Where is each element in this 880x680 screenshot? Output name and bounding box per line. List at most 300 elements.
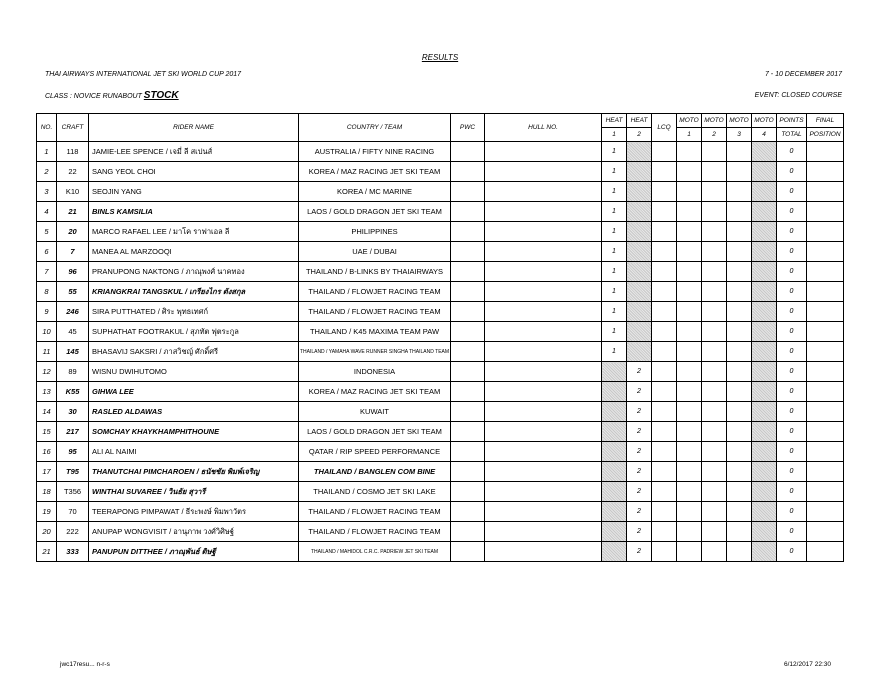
table-row: [37, 482, 844, 502]
table-row: [37, 402, 844, 422]
cell-heat-2: [627, 242, 652, 262]
cell-moto-1: [677, 302, 702, 322]
cell-points: 0: [777, 142, 807, 162]
table-row: [37, 382, 844, 402]
cell-heat-1: 1: [602, 262, 627, 282]
cell-heat-1: 1: [602, 142, 627, 162]
cell-country: LAOS / GOLD DRAGON JET SKI TEAM: [299, 422, 451, 442]
cell-moto-3: [727, 462, 752, 482]
cell-hull: [485, 182, 602, 202]
cell-pwc: [451, 542, 485, 562]
cell-final: [807, 302, 844, 322]
cell-pwc: [451, 362, 485, 382]
cell-craft: 217: [57, 422, 89, 442]
cell-country: THAILAND / MAHIDOL C.R.C. PADRIEW JET SKI TEAM: [299, 542, 451, 562]
cell-points: 0: [777, 182, 807, 202]
col-points-total: TOTAL: [777, 128, 807, 142]
cell-no: 19: [37, 502, 57, 522]
cell-hull: [485, 362, 602, 382]
cell-heat-2: 2: [627, 402, 652, 422]
cell-final: [807, 442, 844, 462]
cell-moto-4: [752, 462, 777, 482]
col-heat-2-num: 2: [627, 128, 652, 142]
cell-moto-4: [752, 162, 777, 182]
cell-moto-4: [752, 182, 777, 202]
cell-moto-3: [727, 422, 752, 442]
cell-moto-4: [752, 522, 777, 542]
cell-moto-3: [727, 162, 752, 182]
cell-moto-3: [727, 262, 752, 282]
cell-rider: MARCO RAFAEL LEE / มาโค ราฟาเอล ลี: [89, 222, 299, 242]
col-points: POINTS: [777, 114, 807, 128]
cell-moto-2: [702, 282, 727, 302]
cell-pwc: [451, 502, 485, 522]
cell-country: THAILAND / YAMAHA WAVE RUNNER SINGHA THAILAND TEAM: [299, 342, 451, 362]
table-row: [37, 422, 844, 442]
cell-moto-1: [677, 322, 702, 342]
cell-country: THAILAND / FLOWJET RACING TEAM: [299, 502, 451, 522]
cell-points: 0: [777, 542, 807, 562]
cell-country: UAE / DUBAI: [299, 242, 451, 262]
cell-heat-2: [627, 302, 652, 322]
cell-pwc: [451, 482, 485, 502]
cell-moto-4: [752, 242, 777, 262]
cell-points: 0: [777, 382, 807, 402]
table-row: [37, 322, 844, 342]
cell-lcq: [652, 442, 677, 462]
cell-pwc: [451, 182, 485, 202]
cell-points: 0: [777, 462, 807, 482]
cell-moto-3: [727, 362, 752, 382]
cell-hull: [485, 462, 602, 482]
col-country: COUNTRY / TEAM: [299, 114, 451, 142]
cell-lcq: [652, 282, 677, 302]
cell-points: 0: [777, 522, 807, 542]
cell-pwc: [451, 222, 485, 242]
cell-heat-1: [602, 522, 627, 542]
cell-hull: [485, 482, 602, 502]
cell-moto-1: [677, 182, 702, 202]
cell-heat-1: [602, 462, 627, 482]
cell-hull: [485, 262, 602, 282]
cell-points: 0: [777, 362, 807, 382]
cell-pwc: [451, 462, 485, 482]
cell-pwc: [451, 402, 485, 422]
cell-craft: 45: [57, 322, 89, 342]
cell-points: 0: [777, 302, 807, 322]
cell-moto-3: [727, 502, 752, 522]
col-rider: RIDER NAME: [89, 114, 299, 142]
table-row: [37, 242, 844, 262]
cell-moto-1: [677, 162, 702, 182]
cell-heat-1: 1: [602, 182, 627, 202]
cell-moto-2: [702, 542, 727, 562]
cell-final: [807, 462, 844, 482]
cell-heat-1: 1: [602, 242, 627, 262]
cell-moto-3: [727, 202, 752, 222]
cell-final: [807, 262, 844, 282]
cell-country: PHILIPPINES: [299, 222, 451, 242]
class-label: [45, 90, 179, 101]
cell-heat-2: 2: [627, 482, 652, 502]
cell-craft: 95: [57, 442, 89, 462]
cell-final: [807, 182, 844, 202]
cell-pwc: [451, 322, 485, 342]
cell-moto-2: [702, 342, 727, 362]
cell-heat-1: [602, 442, 627, 462]
col-moto-1: MOTO: [677, 114, 702, 128]
cell-final: [807, 282, 844, 302]
cell-final: [807, 202, 844, 222]
cell-lcq: [652, 402, 677, 422]
cell-hull: [485, 242, 602, 262]
cell-moto-2: [702, 482, 727, 502]
cell-lcq: [652, 542, 677, 562]
cell-heat-1: 1: [602, 342, 627, 362]
col-heat-1: HEAT: [602, 114, 627, 128]
cell-country: THAILAND / FLOWJET RACING TEAM: [299, 522, 451, 542]
cell-final: [807, 142, 844, 162]
cell-lcq: [652, 522, 677, 542]
cell-craft: 145: [57, 342, 89, 362]
cell-points: 0: [777, 502, 807, 522]
cell-no: 14: [37, 402, 57, 422]
cell-points: 0: [777, 322, 807, 342]
cell-no: 17: [37, 462, 57, 482]
cell-moto-3: [727, 442, 752, 462]
cell-moto-1: [677, 202, 702, 222]
cell-hull: [485, 522, 602, 542]
cell-no: 21: [37, 542, 57, 562]
cell-points: 0: [777, 162, 807, 182]
col-moto-3: MOTO: [727, 114, 752, 128]
cell-moto-4: [752, 202, 777, 222]
cell-moto-4: [752, 362, 777, 382]
table-row: [37, 522, 844, 542]
cell-hull: [485, 162, 602, 182]
col-pwc: PWC: [451, 114, 485, 142]
cell-moto-4: [752, 482, 777, 502]
cell-moto-2: [702, 522, 727, 542]
cell-moto-1: [677, 522, 702, 542]
cell-hull: [485, 302, 602, 322]
cell-final: [807, 522, 844, 542]
table-row: [37, 362, 844, 382]
cell-final: [807, 382, 844, 402]
class-name: STOCK: [143, 90, 179, 101]
cell-rider: JAMIE-LEE SPENCE / เจมี่ ลี สเปนส์: [89, 142, 299, 162]
cell-no: 9: [37, 302, 57, 322]
cell-heat-2: 2: [627, 502, 652, 522]
cell-moto-2: [702, 462, 727, 482]
cell-lcq: [652, 182, 677, 202]
cell-final: [807, 242, 844, 262]
cell-country: THAILAND / BANGLEN COM BINE: [299, 462, 451, 482]
results-body: [37, 142, 844, 562]
cell-lcq: [652, 382, 677, 402]
cell-points: 0: [777, 202, 807, 222]
cell-pwc: [451, 342, 485, 362]
cell-rider: RASLED ALDAWAS: [89, 402, 299, 422]
cell-hull: [485, 542, 602, 562]
cell-no: 12: [37, 362, 57, 382]
col-final: FINAL: [807, 114, 844, 128]
cell-heat-2: [627, 202, 652, 222]
cell-country: THAILAND / K45 MAXIMA TEAM PAW: [299, 322, 451, 342]
col-moto-1-num: 1: [677, 128, 702, 142]
page-title: RESULTS: [421, 53, 459, 62]
cell-moto-3: [727, 142, 752, 162]
col-lcq: LCQ: [652, 114, 677, 142]
cell-moto-1: [677, 222, 702, 242]
cell-final: [807, 402, 844, 422]
cell-rider: THANUTCHAI PIMCHAROEN / ธนัชชัย พิมพ์เจริญ: [89, 462, 299, 482]
cell-moto-1: [677, 462, 702, 482]
col-craft: CRAFT: [57, 114, 89, 142]
cell-no: 3: [37, 182, 57, 202]
cell-lcq: [652, 422, 677, 442]
col-moto-2: MOTO: [702, 114, 727, 128]
cell-moto-3: [727, 522, 752, 542]
event-type: EVENT: CLOSED COURSE: [754, 92, 842, 99]
cell-points: 0: [777, 482, 807, 502]
cell-craft: 22: [57, 162, 89, 182]
cell-craft: 222: [57, 522, 89, 542]
cell-no: 7: [37, 262, 57, 282]
cell-heat-1: 1: [602, 302, 627, 322]
cell-moto-3: [727, 182, 752, 202]
cell-rider: GIHWA LEE: [89, 382, 299, 402]
cell-heat-1: 1: [602, 202, 627, 222]
cell-moto-1: [677, 542, 702, 562]
cell-heat-2: [627, 162, 652, 182]
cell-final: [807, 222, 844, 242]
cell-heat-1: 1: [602, 322, 627, 342]
cell-hull: [485, 222, 602, 242]
cell-heat-2: [627, 322, 652, 342]
cell-lcq: [652, 222, 677, 242]
cell-heat-1: [602, 382, 627, 402]
cell-heat-2: [627, 342, 652, 362]
cell-moto-4: [752, 282, 777, 302]
cell-hull: [485, 142, 602, 162]
cell-no: 4: [37, 202, 57, 222]
cell-moto-4: [752, 542, 777, 562]
cell-hull: [485, 402, 602, 422]
cell-pwc: [451, 442, 485, 462]
cell-country: KOREA / MAZ RACING JET SKI TEAM: [299, 162, 451, 182]
cell-heat-1: [602, 362, 627, 382]
cell-country: THAILAND / COSMO JET SKI LAKE: [299, 482, 451, 502]
cell-final: [807, 322, 844, 342]
cell-moto-1: [677, 362, 702, 382]
cell-pwc: [451, 422, 485, 442]
cell-no: 6: [37, 242, 57, 262]
cell-moto-3: [727, 282, 752, 302]
cell-moto-2: [702, 422, 727, 442]
table-row: [37, 302, 844, 322]
table-row: [37, 502, 844, 522]
cell-no: 16: [37, 442, 57, 462]
cell-craft: 96: [57, 262, 89, 282]
cell-lcq: [652, 302, 677, 322]
cell-heat-1: 1: [602, 282, 627, 302]
col-hull: HULL NO.: [485, 114, 602, 142]
cell-moto-2: [702, 222, 727, 242]
cell-moto-2: [702, 382, 727, 402]
cell-moto-2: [702, 442, 727, 462]
cell-moto-1: [677, 262, 702, 282]
cell-final: [807, 362, 844, 382]
cell-final: [807, 162, 844, 182]
cell-points: 0: [777, 422, 807, 442]
cell-pwc: [451, 262, 485, 282]
table-row: [37, 142, 844, 162]
cell-moto-4: [752, 322, 777, 342]
cell-rider: TEERAPONG PIMPAWAT / ธีระพงษ์ พิมพาวัตร: [89, 502, 299, 522]
cell-rider: SUPHATHAT FOOTRAKUL / สุภทัต ฟุตระกูล: [89, 322, 299, 342]
results-table: [36, 113, 844, 562]
cell-craft: 118: [57, 142, 89, 162]
cell-moto-4: [752, 422, 777, 442]
cell-moto-2: [702, 202, 727, 222]
cell-craft: K10: [57, 182, 89, 202]
cell-no: 11: [37, 342, 57, 362]
cell-moto-2: [702, 182, 727, 202]
cell-hull: [485, 382, 602, 402]
col-moto-3-num: 3: [727, 128, 752, 142]
cell-heat-2: [627, 282, 652, 302]
cell-rider: BINLS KAMSILIA: [89, 202, 299, 222]
cell-lcq: [652, 462, 677, 482]
cell-country: LAOS / GOLD DRAGON JET SKI TEAM: [299, 202, 451, 222]
cell-heat-1: 1: [602, 162, 627, 182]
cell-pwc: [451, 522, 485, 542]
cell-lcq: [652, 342, 677, 362]
cell-rider: KRIANGKRAI TANGSKUL / เกรียงไกร ตังสกุล: [89, 282, 299, 302]
cell-final: [807, 502, 844, 522]
cell-moto-4: [752, 302, 777, 322]
cell-craft: 89: [57, 362, 89, 382]
cell-moto-1: [677, 282, 702, 302]
table-row: [37, 282, 844, 302]
cell-hull: [485, 282, 602, 302]
cell-moto-1: [677, 422, 702, 442]
cell-country: KOREA / MAZ RACING JET SKI TEAM: [299, 382, 451, 402]
cell-hull: [485, 202, 602, 222]
cell-rider: WINTHAI SUVAREE / วินธัย สุวารี: [89, 482, 299, 502]
event-dates: 7 - 10 DECEMBER 2017: [764, 71, 842, 78]
cell-moto-2: [702, 162, 727, 182]
cell-craft: 55: [57, 282, 89, 302]
cell-lcq: [652, 502, 677, 522]
cell-moto-4: [752, 442, 777, 462]
cell-moto-3: [727, 342, 752, 362]
table-row: [37, 542, 844, 562]
cell-final: [807, 542, 844, 562]
cell-country: THAILAND / B-LINKS BY THAIAIRWAYS: [299, 262, 451, 282]
cell-rider: PRANUPONG NAKTONG / ภาณุพงศ์ นาคทอง: [89, 262, 299, 282]
cell-country: INDONESIA: [299, 362, 451, 382]
cell-hull: [485, 422, 602, 442]
cell-moto-4: [752, 262, 777, 282]
footer-filename: jwc17resu... n-r-s: [60, 661, 110, 668]
cell-heat-1: 1: [602, 222, 627, 242]
footer-timestamp: 6/12/2017 22:30: [784, 661, 831, 668]
table-row: [37, 202, 844, 222]
cell-hull: [485, 342, 602, 362]
cell-no: 13: [37, 382, 57, 402]
col-moto-4-num: 4: [752, 128, 777, 142]
cell-rider: WISNU DWIHUTOMO: [89, 362, 299, 382]
cell-moto-1: [677, 382, 702, 402]
cell-points: 0: [777, 242, 807, 262]
cell-pwc: [451, 202, 485, 222]
table-row: [37, 342, 844, 362]
col-final-position: POSITION: [807, 128, 844, 142]
cell-craft: 7: [57, 242, 89, 262]
cell-country: THAILAND / FLOWJET RACING TEAM: [299, 282, 451, 302]
cell-country: THAILAND / FLOWJET RACING TEAM: [299, 302, 451, 322]
cell-heat-1: [602, 422, 627, 442]
cell-rider: BHASAVIJ SAKSRI / ภาสวิชญ์ ศักดิ์ศรี: [89, 342, 299, 362]
cell-heat-2: 2: [627, 522, 652, 542]
cell-moto-3: [727, 542, 752, 562]
cell-country: KOREA / MC MARINE: [299, 182, 451, 202]
cell-craft: 20: [57, 222, 89, 242]
cell-lcq: [652, 162, 677, 182]
cell-moto-3: [727, 302, 752, 322]
cell-lcq: [652, 202, 677, 222]
cell-no: 1: [37, 142, 57, 162]
cell-moto-1: [677, 442, 702, 462]
table-row: [37, 442, 844, 462]
cell-lcq: [652, 362, 677, 382]
cell-moto-3: [727, 482, 752, 502]
cell-no: 20: [37, 522, 57, 542]
cell-moto-1: [677, 482, 702, 502]
cell-final: [807, 342, 844, 362]
cell-points: 0: [777, 282, 807, 302]
cell-pwc: [451, 302, 485, 322]
table-row: [37, 462, 844, 482]
cell-no: 18: [37, 482, 57, 502]
cell-heat-2: 2: [627, 362, 652, 382]
cell-moto-2: [702, 362, 727, 382]
cell-no: 5: [37, 222, 57, 242]
cell-hull: [485, 502, 602, 522]
cell-points: 0: [777, 262, 807, 282]
cell-hull: [485, 442, 602, 462]
cell-craft: 21: [57, 202, 89, 222]
cell-moto-3: [727, 242, 752, 262]
table-row: [37, 182, 844, 202]
cell-moto-4: [752, 502, 777, 522]
cell-lcq: [652, 142, 677, 162]
cell-country: AUSTRALIA / FIFTY NINE RACING: [299, 142, 451, 162]
cell-pwc: [451, 242, 485, 262]
cell-heat-2: [627, 182, 652, 202]
cell-moto-1: [677, 142, 702, 162]
cell-moto-4: [752, 142, 777, 162]
cell-heat-2: 2: [627, 462, 652, 482]
cell-heat-1: [602, 482, 627, 502]
cell-heat-2: 2: [627, 442, 652, 462]
cell-no: 8: [37, 282, 57, 302]
cell-moto-2: [702, 142, 727, 162]
cell-rider: PANUPUN DITTHEE / ภาณุพันธ์ ดิษฐี: [89, 542, 299, 562]
cell-pwc: [451, 142, 485, 162]
